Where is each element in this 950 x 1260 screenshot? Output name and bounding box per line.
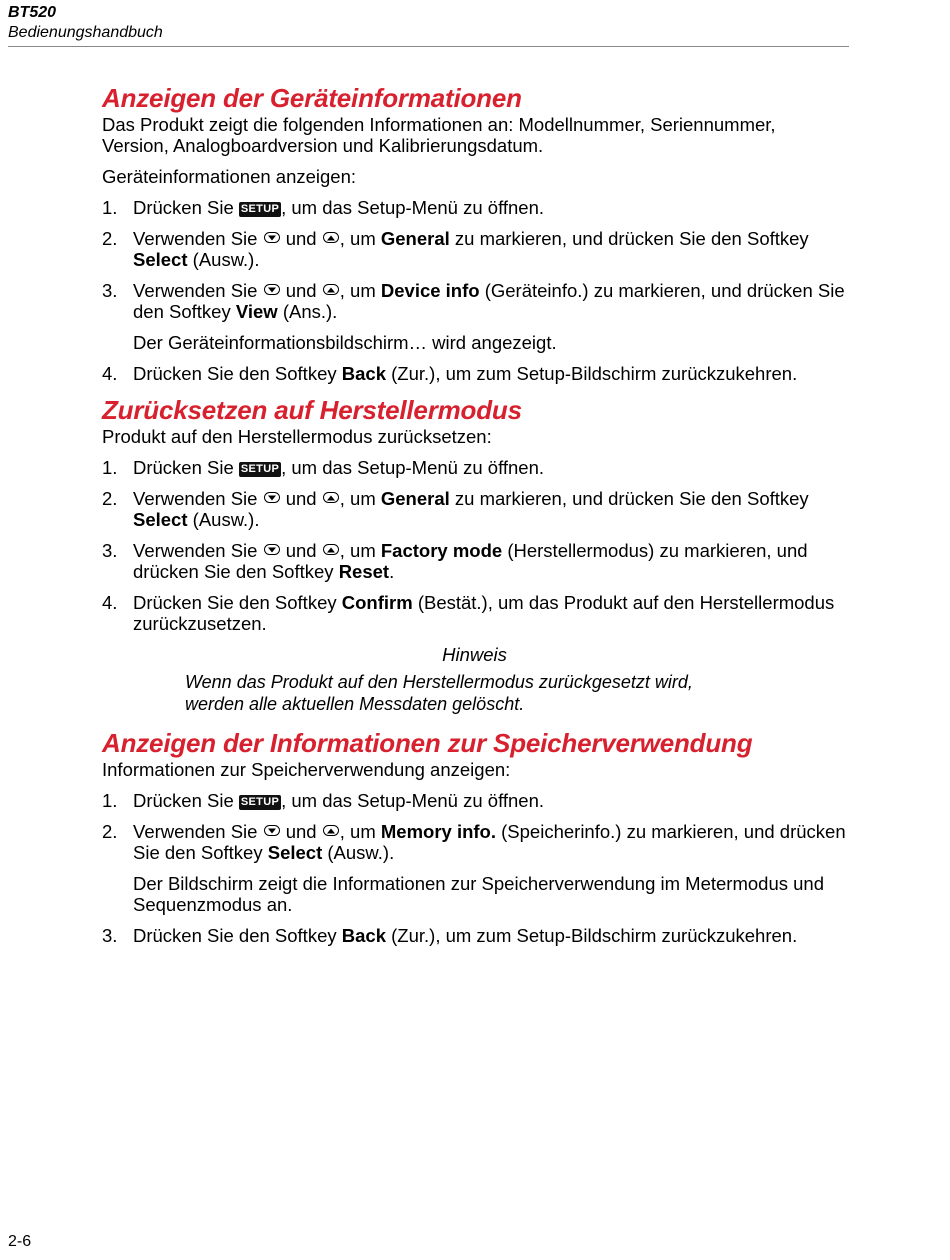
down-arrow-key-icon [264,232,280,243]
paragraph: Das Produkt zeigt die folgenden Informationen an: Modellnummer, Seriennummer, Version, Analogboardversion und Kalibrierungsdatum. [102,114,776,156]
note-body: Wenn das Produkt auf den Herstellermodus zurückgesetzt wird, werden alle aktuellen Messdaten gelöscht. [185,672,693,714]
paragraph: Produkt auf den Herstellermodus zurücksetzen: [102,426,492,447]
list-item [102,592,847,634]
step-text: Verwenden Sie und , um General zu markieren, und drücken Sie den Softkey Select (Ausw.). [133,488,809,530]
step-text: Verwenden Sie und , um Memory info. (Speicherinfo.) zu markieren, und drücken Sie den Softkey Select (Ausw.). [133,821,846,863]
step-text: Drücken Sie SETUP , um das Setup-Menü zu öffnen. [133,197,545,218]
section-title: Zurücksetzen auf Herstellermodus [102,395,522,425]
step-text: Drücken Sie den Softkey Confirm (Bestät.), um das Produkt auf den Herstellermodus zurückzusetzen. [133,592,835,634]
list-item [102,197,847,218]
header-subtitle: Bedienungshandbuch [8,24,163,41]
step-text: Drücken Sie SETUP , um das Setup-Menü zu öffnen. [133,457,545,478]
page-content [102,82,847,956]
step-text: Verwenden Sie und , um Device info (Geräteinfo.) zu markieren, und drücken Sie den Softkey View (Ans.). [133,280,845,322]
section-title: Anzeigen der Informationen zur Speicherverwendung [102,728,753,758]
step-number: 2. [102,228,118,249]
step-number: 4. [102,592,118,613]
step-number: 2. [102,488,118,509]
list-item [102,925,847,946]
step-number: 1. [102,790,118,811]
note-title: Hinweis [442,644,507,665]
list-item [102,280,847,322]
header-model: BT520 [8,4,57,21]
step-subparagraph: Der Bildschirm zeigt die Informationen zur Speicherverwendung im Metermodus und Sequenzmodus an. [133,873,824,915]
down-arrow-key-icon [264,492,280,503]
page-number: 2-6 [8,1233,32,1250]
paragraph: Informationen zur Speicherverwendung anzeigen: [102,759,511,780]
list-item [102,228,847,270]
step-number: 2. [102,821,118,842]
up-arrow-key-icon [323,284,339,295]
step-text: Verwenden Sie und , um Factory mode (Herstellermodus) zu markieren, und drücken Sie den Softkey Reset. [133,540,808,582]
list-item [102,540,847,582]
page-header [8,3,849,43]
paragraph: Geräteinformationen anzeigen: [102,166,357,187]
note-box [102,644,847,715]
step-text: Verwenden Sie und , um General zu markieren, und drücken Sie den Softkey Select (Ausw.). [133,228,809,270]
list-item [102,821,847,863]
down-arrow-key-icon [264,284,280,295]
setup-key-icon: SETUP [240,463,280,475]
header-rule [8,46,849,47]
step-number: 1. [102,197,118,218]
up-arrow-key-icon [323,825,339,836]
step-number: 3. [102,280,118,301]
step-number: 3. [102,925,118,946]
up-arrow-key-icon [323,232,339,243]
list-item [102,363,847,384]
list-item [102,488,847,530]
up-arrow-key-icon [323,492,339,503]
list-item [102,457,847,478]
section-title: Anzeigen der Geräteinformationen [102,83,522,113]
step-text: Drücken Sie SETUP , um das Setup-Menü zu öffnen. [133,790,545,811]
step-number: 1. [102,457,118,478]
step-text: Drücken Sie den Softkey Back (Zur.), um zum Setup-Bildschirm zurückzukehren. [133,925,798,946]
down-arrow-key-icon [264,544,280,555]
down-arrow-key-icon [264,825,280,836]
step-subparagraph: Der Geräteinformationsbildschirm… wird angezeigt. [133,332,557,353]
step-number: 3. [102,540,118,561]
step-number: 4. [102,363,118,384]
setup-key-icon: SETUP [240,796,280,808]
setup-key-icon: SETUP [240,203,280,215]
up-arrow-key-icon [323,544,339,555]
list-item [102,790,847,811]
step-text: Drücken Sie den Softkey Back (Zur.), um zum Setup-Bildschirm zurückzukehren. [133,363,798,384]
